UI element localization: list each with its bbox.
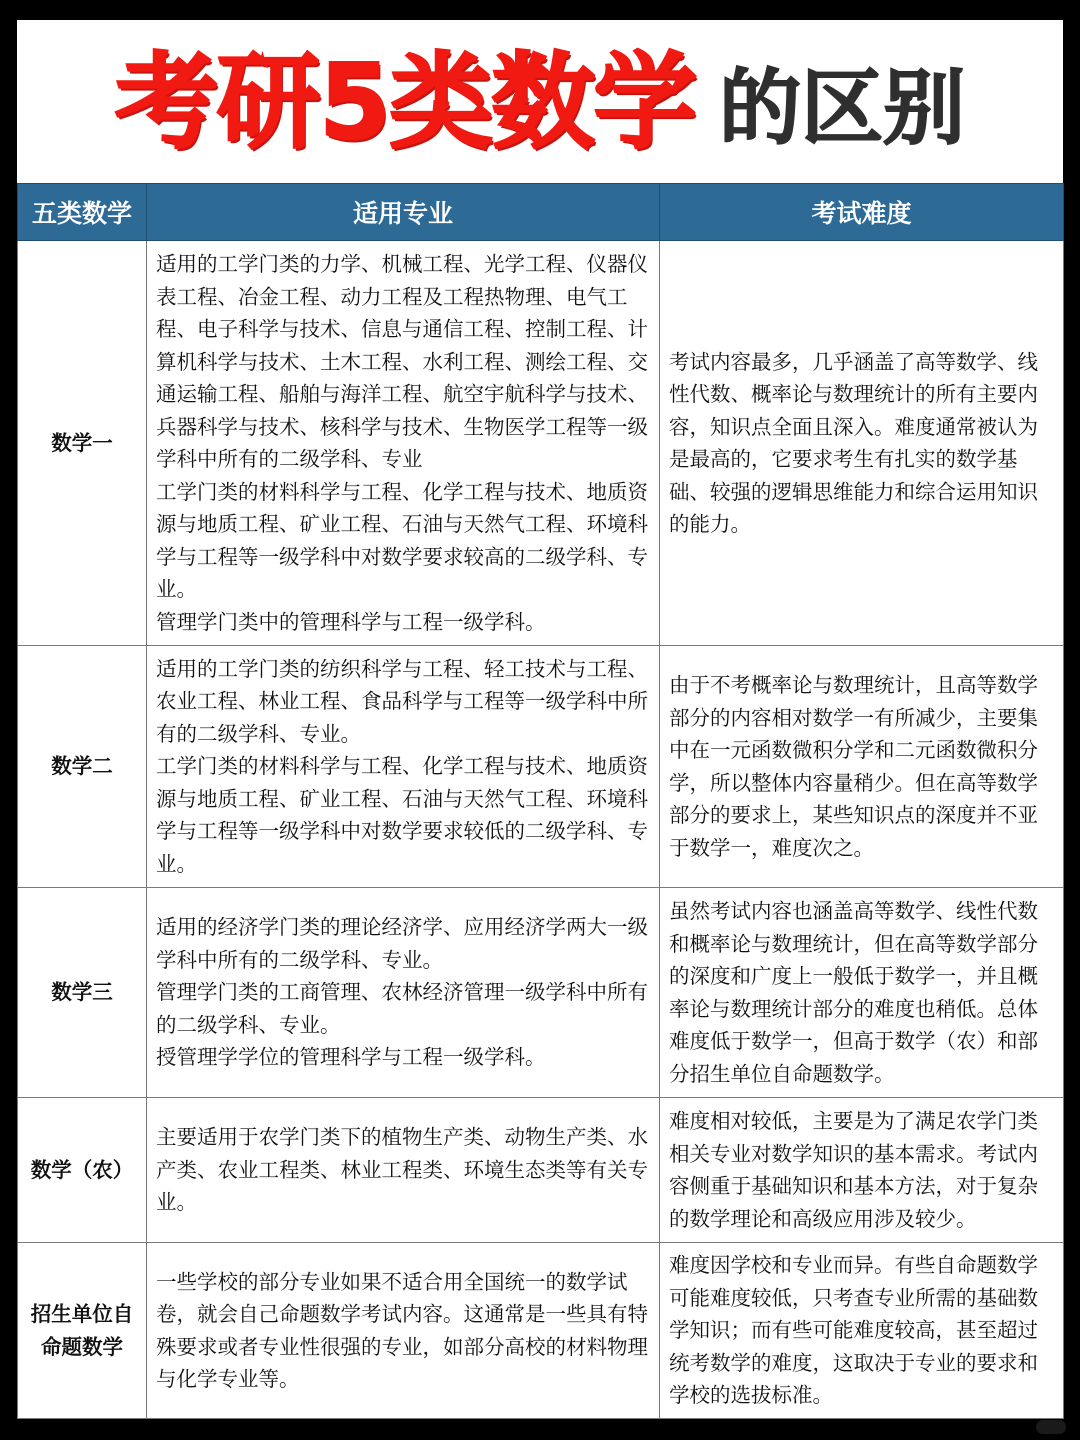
table-row-self-set-math xyxy=(18,1243,1064,1419)
math-type-label: 数学二 xyxy=(18,646,147,888)
table-row-math-3 xyxy=(18,888,1064,1098)
majors-paragraph: 授管理学学位的管理科学与工程一级学科。 xyxy=(156,1045,546,1070)
table-row-math-agri xyxy=(18,1098,1064,1243)
majors-cell xyxy=(147,888,660,1098)
table-header-row xyxy=(18,184,1064,241)
title-suffix: 的区别 xyxy=(719,60,966,156)
majors-cell xyxy=(147,241,660,646)
majors-cell xyxy=(147,646,660,888)
math-type-label: 数学三 xyxy=(18,888,147,1098)
page-title xyxy=(17,20,1063,183)
majors-paragraph: 适用的工学门类的纺织科学与工程、轻工技术与工程、农业工程、林业工程、食品科学与工程等一级学科中所有的二级学科、专业。 xyxy=(156,656,648,746)
majors-cell xyxy=(147,1243,660,1419)
header-exam-difficulty: 考试难度 xyxy=(660,184,1064,241)
majors-paragraph: 管理学门类中的管理科学与工程一级学科。 xyxy=(156,609,546,634)
comparison-table xyxy=(17,183,1064,1419)
difficulty-cell: 虽然考试内容也涵盖高等数学、线性代数和概率论与数理统计，但在高等数学部分的深度和广度上一般低于数学一，并且概率论与数理统计部分的难度也稍低。总体难度低于数学一，但高于数学（农）和部分招生单位自命题数学。 xyxy=(660,888,1064,1098)
header-math-type: 五类数学 xyxy=(18,184,147,241)
table-row-math-1 xyxy=(18,241,1064,646)
majors-paragraph: 一些学校的部分专业如果不适合用全国统一的数学试卷，就会自己命题数学考试内容。这通常是一些具有特殊要求或者专业性很强的专业，如部分高校的材料物理与化学专业等。 xyxy=(156,1269,648,1391)
difficulty-cell: 难度相对较低，主要是为了满足农学门类相关专业对数学知识的基本需求。考试内容侧重于基础知识和基本方法，对于复杂的数学理论和高级应用涉及较少。 xyxy=(660,1098,1064,1243)
math-type-label: 数学一 xyxy=(18,241,147,646)
difficulty-cell: 难度因学校和专业而异。有些自命题数学可能难度较低，只考查专业所需的基础数学知识；而有些可能难度较高，甚至超过统考数学的难度，这取决于专业的要求和学校的选拔标准。 xyxy=(660,1243,1064,1419)
majors-paragraph: 适用的经济学门类的理论经济学、应用经济学两大一级学科中所有的二级学科、专业。 xyxy=(156,915,648,972)
majors-paragraph: 工学门类的材料科学与工程、化学工程与技术、地质资源与地质工程、矿业工程、石油与天然气工程、环境科学与工程等一级学科中对数学要求较高的二级学科、专业。 xyxy=(156,479,648,601)
header-applicable-majors: 适用专业 xyxy=(147,184,660,241)
watermark-badge xyxy=(1036,1420,1066,1434)
majors-paragraph: 工学门类的材料科学与工程、化学工程与技术、地质资源与地质工程、矿业工程、石油与天然气工程、环境科学与工程等一级学科中对数学要求较低的二级学科、专业。 xyxy=(156,754,648,876)
math-type-label: 数学（农） xyxy=(18,1098,147,1243)
title-highlight: 考研5类数学 xyxy=(114,40,696,163)
difficulty-cell: 考试内容最多，几乎涵盖了高等数学、线性代数、概率论与数理统计的所有主要内容，知识点全面且深入。难度通常被认为是最高的，它要求考生有扎实的数学基础、较强的逻辑思维能力和综合运用知识的能力。 xyxy=(660,241,1064,646)
difficulty-cell: 由于不考概率论与数理统计，且高等数学部分的内容相对数学一有所减少，主要集中在一元函数微积分学和二元函数微积分学，所以整体内容量稍少。但在高等数学部分的要求上，某些知识点的深度并不亚于数学一，难度次之。 xyxy=(660,646,1064,888)
majors-paragraph: 管理学门类的工商管理、农林经济管理一级学科中所有的二级学科、专业。 xyxy=(156,980,648,1037)
majors-paragraph: 适用的工学门类的力学、机械工程、光学工程、仪器仪表工程、冶金工程、动力工程及工程热物理、电气工程、电子科学与技术、信息与通信工程、控制工程、计算机科学与技术、土木工程、水利工程、测绘工程、交通运输工程、船舶与海洋工程、航空宇航科学与技术、兵器科学与技术、核科学与技术、生物医学工程等一级学科中所有的二级学科、专业 xyxy=(156,252,648,471)
infographic-card xyxy=(17,20,1063,1418)
table-row-math-2 xyxy=(18,646,1064,888)
majors-cell xyxy=(147,1098,660,1243)
majors-paragraph: 主要适用于农学门类下的植物生产类、动物生产类、水产类、农业工程类、林业工程类、环境生态类等有关专业。 xyxy=(156,1125,648,1215)
math-type-label: 招生单位自命题数学 xyxy=(18,1243,147,1419)
